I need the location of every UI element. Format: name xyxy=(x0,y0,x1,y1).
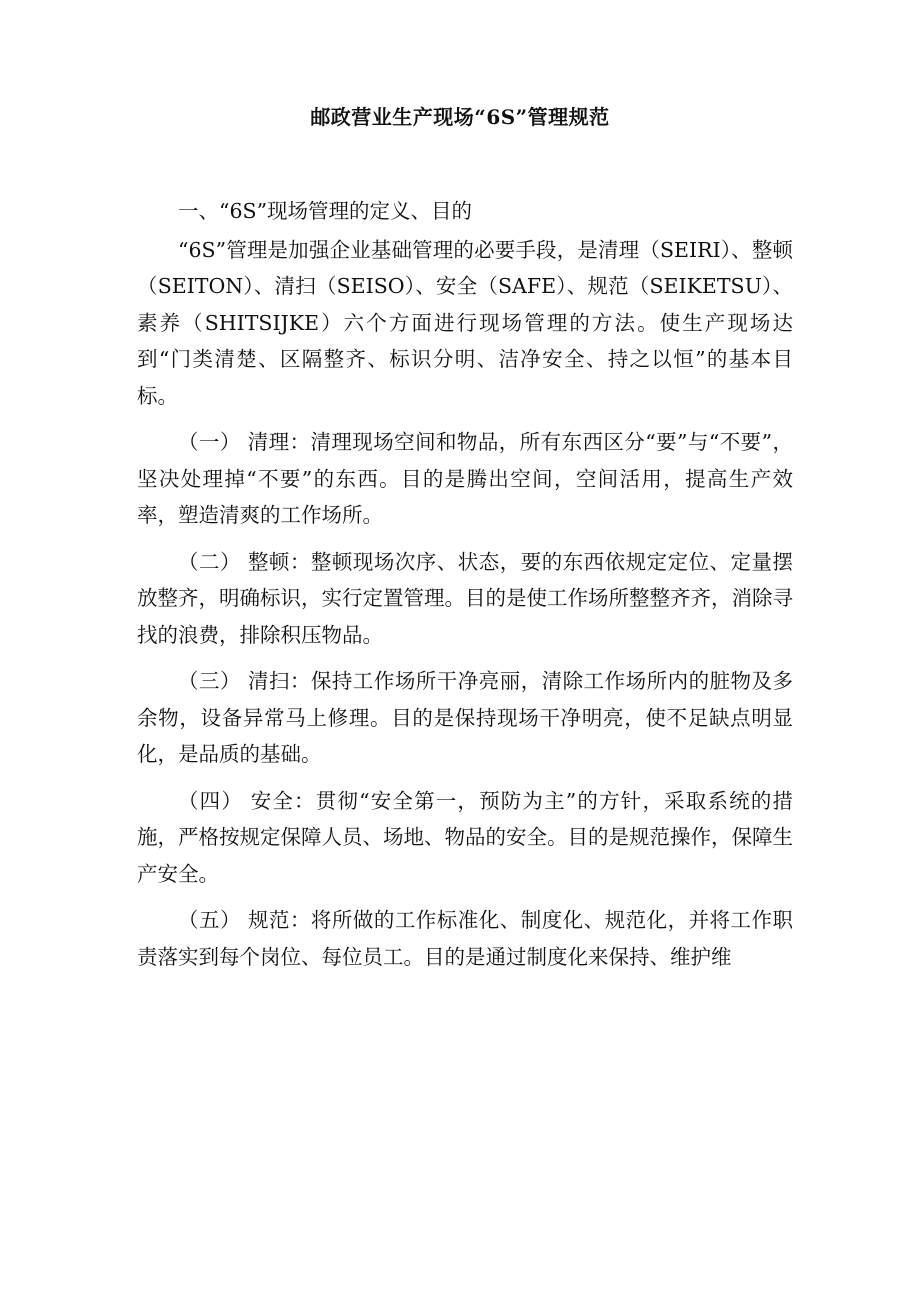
paragraph-seiketsu: （五） 规范：将所做的工作标准化、制度化、规范化，并将工作职责落实到每个岗位、每位员工。目的是通过制度化来保持、维护维 xyxy=(137,908,793,969)
paragraph-seiri: （一） 清理：清理现场空间和物品，所有东西区分“要”与“不要”，坚决处理掉“不要”的东西。目的是腾出空间，空间活用，提高生产效率，塑造清爽的工作场所。 xyxy=(137,430,793,527)
paragraph-safe: （四） 安全：贯彻“安全第一，预防为主”的方针，采取系统的措施，严格按规定保障人员、场地、物品的安全。目的是规范操作，保障生产安全。 xyxy=(137,788,793,886)
document-title: 邮政营业生产现场“6S”管理规范 xyxy=(310,105,610,129)
document-body xyxy=(137,193,793,975)
paragraph-seiton: （二） 整顿：整顿现场次序、状态，要的东西依规定定位、定量摆放整齐，明确标识，实行定置管理。目的是使工作场所整整齐齐，消除寻找的浪费，排除积压物品。 xyxy=(137,549,793,647)
section-heading: 一、“6S”现场管理的定义、目的 xyxy=(178,199,473,223)
paragraph-definition: “6S”管理是加强企业基础管理的必要手段，是清理（SEIRI）、整顿（SEITON）、清扫（SEISO）、安全（SAFE）、规范（SEIKETSU）、 素养（SHITSIJKE）六个方面进行现场管理的方法。使生产现场达到“门类清楚、区隔整齐、标识分明、洁净安全、持之以恒”的基本目标。 xyxy=(137,237,793,408)
paragraph-seiso: （三） 清扫：保持工作场所干净亮丽，清除工作场所内的脏物及多余物，设备异常马上修理。目的是保持现场干净明亮，使不足缺点明显化，是品质的基础。 xyxy=(137,669,793,766)
